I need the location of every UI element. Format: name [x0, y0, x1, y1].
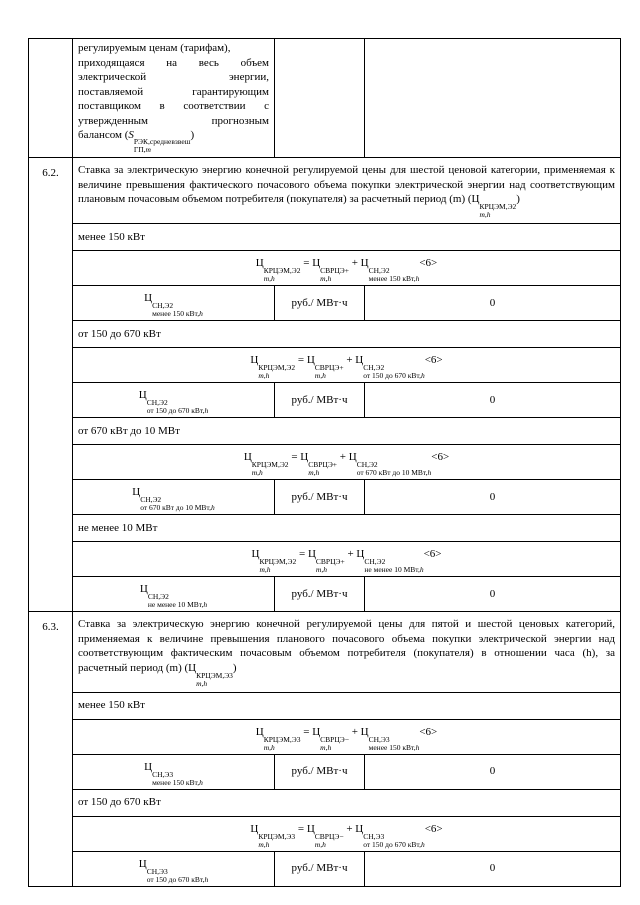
- band-label: [73, 224, 621, 251]
- band-label: [73, 789, 621, 816]
- s-symbol: [128, 128, 190, 154]
- markup-symbol: [144, 760, 203, 787]
- markup-symbol-indices: [152, 771, 203, 787]
- formula-base-sub-index: m,h: [308, 468, 320, 477]
- formula-base-indices: [320, 267, 349, 283]
- formula-base-indices: [315, 833, 344, 849]
- formula-markup-sub-index: h: [415, 742, 420, 752]
- formula-row: [29, 719, 621, 754]
- formula-markup: [361, 256, 420, 283]
- value-row: [29, 851, 621, 886]
- formula-markup-indices: [363, 364, 424, 380]
- plus-sign: +: [339, 451, 346, 463]
- value-text: 0: [489, 393, 496, 406]
- formula-row: [29, 445, 621, 480]
- formula-base-sub: [320, 744, 349, 752]
- markup-symbol-sup: СН,Э2: [140, 495, 162, 504]
- value-row: [29, 480, 621, 515]
- formula-base-sup: СВРЦЭ−: [320, 734, 349, 744]
- formula-markup-sub: [364, 566, 423, 574]
- band-label-text: от 150 до 670 кВт: [78, 327, 161, 340]
- formula-markup-letter: Ц: [360, 725, 369, 738]
- formula-markup-sub: [357, 469, 432, 477]
- formula-lhs: [250, 353, 295, 380]
- equals-sign: =: [297, 822, 305, 835]
- formula-base-sup: СВРЦЭ+: [320, 266, 349, 275]
- line-5: поставщиком в соответствии с: [78, 100, 269, 112]
- formula-base-indices: [316, 558, 345, 574]
- formula-lhs-sub: [259, 566, 296, 574]
- formula-row: [29, 542, 621, 577]
- footnote-ref: <6>: [419, 725, 438, 738]
- formula-markup: [355, 822, 424, 849]
- formula-lhs-sub-index: m,h: [263, 742, 275, 752]
- formula-lhs-letter: Ц: [243, 451, 252, 463]
- formula-lhs-sup: КРЦЭМ,Э2: [251, 460, 289, 469]
- formula-lhs-sub-index: m,h: [259, 565, 271, 574]
- formula-base-sub: [315, 841, 344, 849]
- section-number-text: 6.3.: [42, 621, 59, 633]
- markup-symbol-sub-text: от 670 кВт до 10 МВт,: [140, 503, 211, 512]
- formula-base: [307, 353, 344, 380]
- unit-text: руб./ МВт·ч: [291, 862, 348, 875]
- formula-markup-sup: СН,Э2: [363, 363, 385, 372]
- formula-base-indices: [308, 461, 337, 477]
- markup-symbol-indices: [140, 496, 215, 512]
- header-price-symbol-sub-index: m,h: [196, 678, 208, 688]
- formula-lhs-letter: Ц: [255, 725, 264, 738]
- formula-lhs-indices: [252, 461, 289, 477]
- unit-text: руб./ МВт·ч: [291, 490, 348, 503]
- unit-text: руб./ МВт·ч: [291, 296, 348, 309]
- formula-markup-indices: [364, 558, 423, 574]
- line-2: приходящаяся на весь объем: [78, 56, 269, 69]
- formula-base-letter: Ц: [300, 451, 309, 463]
- markup-symbol: [144, 291, 203, 318]
- plus-sign: +: [346, 822, 353, 835]
- band-label-text: менее 150 кВт: [78, 230, 145, 243]
- formula-lhs: [244, 450, 289, 477]
- header-price-symbol-sub-index: m,h: [479, 210, 491, 219]
- band-label-text: менее 150 кВт: [78, 699, 145, 712]
- header-price-symbol-sub: [480, 211, 517, 219]
- markup-symbol-indices: [152, 302, 203, 318]
- formula-base-sub-index: m,h: [320, 274, 332, 283]
- formula-lhs: [256, 725, 301, 752]
- continuation-text-cell: [73, 39, 275, 158]
- formula: [73, 348, 621, 383]
- formula-base-indices: [315, 364, 344, 380]
- formula-lhs-indices: [264, 267, 301, 283]
- s-sub-m: m: [145, 145, 151, 154]
- formula-lhs-letter: Ц: [250, 822, 259, 835]
- value-cell: [365, 851, 621, 886]
- unit-cell: [275, 286, 365, 321]
- header-price-symbol-sub: [196, 680, 233, 688]
- formula-base-sub-index: m,h: [314, 371, 326, 380]
- section-number-text: 6.2.: [42, 167, 59, 179]
- formula-base-sup: СВРЦЭ+: [314, 363, 344, 372]
- markup-symbol-sub-index: h: [203, 600, 208, 609]
- formula-markup-sub-text: менее 150 кВт,: [368, 742, 416, 752]
- header-price-symbol: [472, 192, 517, 219]
- value-cell: [365, 286, 621, 321]
- formula-markup: [349, 450, 432, 477]
- formula-markup-sub-text: от 150 до 670 кВт,: [363, 371, 421, 380]
- line-3: электрической энергии,: [78, 71, 269, 83]
- formula: [73, 719, 621, 754]
- formula-base: [308, 547, 345, 574]
- value-cell: [365, 577, 621, 612]
- unit-text: руб./ МВт·ч: [291, 765, 348, 778]
- formula-lhs-sub-index: m,h: [251, 468, 263, 477]
- num-cell: [29, 39, 73, 158]
- section-header: [73, 612, 621, 693]
- unit-cell: [275, 577, 365, 612]
- markup-symbol-indices: [147, 868, 208, 884]
- unit-cell: [275, 383, 365, 418]
- markup-symbol: [139, 388, 208, 415]
- band-label-row: [29, 515, 621, 542]
- formula-lhs-indices: [264, 736, 301, 752]
- formula-row: [29, 816, 621, 851]
- markup-symbol: [140, 582, 207, 609]
- continuation-row: [29, 39, 621, 158]
- markup-symbol: [132, 485, 215, 512]
- markup-symbol-sub: [152, 310, 203, 318]
- unit-cell: [275, 754, 365, 789]
- formula-lhs-sub: [258, 841, 295, 849]
- band-label: [73, 418, 621, 445]
- equals-sign: =: [303, 257, 310, 269]
- formula: [73, 445, 621, 480]
- unit-cell: [275, 480, 365, 515]
- markup-symbol-letter: Ц: [138, 857, 147, 870]
- formula-markup-sub-text: от 150 до 670 кВт,: [363, 839, 421, 849]
- markup-symbol-letter: Ц: [144, 292, 153, 304]
- markup-symbol-sub: [152, 779, 203, 787]
- markup-symbol-cell: [73, 754, 275, 789]
- formula-base-sub-index: m,h: [320, 742, 332, 752]
- formula-markup-indices: [357, 461, 432, 477]
- footnote-ref: <6>: [424, 822, 443, 835]
- formula-base-letter: Ц: [306, 822, 315, 835]
- section-header-suffix: ): [516, 193, 520, 205]
- formula-markup-sub: [369, 275, 420, 283]
- equals-sign: =: [298, 548, 306, 560]
- line-6: утвержденным прогнозным: [78, 114, 269, 127]
- value-row: [29, 286, 621, 321]
- header-price-symbol-letter: Ц: [188, 661, 197, 674]
- formula-lhs: [251, 547, 296, 574]
- line-4: поставляемой гарантирующим: [78, 85, 269, 98]
- formula-lhs-sub-index: m,h: [263, 274, 275, 283]
- formula: [73, 816, 621, 851]
- markup-symbol-letter: Ц: [144, 760, 153, 773]
- formula: [73, 251, 621, 286]
- markup-symbol-letter: Ц: [132, 486, 141, 498]
- formula-markup-sub-index: h: [415, 274, 420, 283]
- value-row: [29, 754, 621, 789]
- formula-lhs-indices: [258, 833, 295, 849]
- footnote-ref: <6>: [424, 354, 443, 366]
- formula-base-sub-index: m,h: [314, 839, 326, 849]
- formula-base-indices: [320, 736, 349, 752]
- markup-symbol-sub: [147, 876, 208, 884]
- formula-lhs-sup: КРЦЭМ,Э3: [263, 734, 301, 744]
- markup-symbol-sub-text: не менее 10 МВт,: [147, 600, 204, 609]
- formula-lhs-letter: Ц: [250, 354, 259, 366]
- value-cell: [365, 480, 621, 515]
- value-text: 0: [489, 296, 496, 309]
- markup-symbol-sup: СН,Э2: [146, 398, 168, 407]
- empty-cell: [275, 39, 365, 158]
- markup-symbol-sub-index: h: [211, 503, 215, 512]
- formula-base-sub: [320, 275, 349, 283]
- band-label-row: [29, 321, 621, 348]
- formula-markup-indices: [369, 267, 420, 283]
- header-price-symbol: [188, 661, 233, 688]
- formula: [73, 542, 621, 577]
- markup-symbol-indices: [148, 593, 207, 609]
- markup-symbol-sup: СН,Э2: [147, 592, 169, 601]
- markup-symbol-sup: СН,Э3: [152, 769, 174, 779]
- plus-sign: +: [347, 548, 354, 560]
- formula-lhs-sup: КРЦЭМ,Э2: [263, 266, 301, 275]
- plus-sign: +: [351, 725, 358, 738]
- formula-markup-sub-index: h: [427, 468, 432, 477]
- s63-header-row: [29, 612, 621, 693]
- value-text: 0: [489, 490, 496, 503]
- unit-text: руб./ МВт·ч: [291, 587, 348, 600]
- footnote-ref: <6>: [423, 548, 442, 560]
- markup-symbol-sub: [148, 601, 207, 609]
- s-sub: [134, 146, 191, 154]
- formula-markup: [356, 547, 423, 574]
- value-text: 0: [489, 587, 496, 600]
- s-sub-a: ГП,: [133, 145, 146, 154]
- formula-base: [300, 450, 337, 477]
- markup-symbol-sub-index: h: [199, 309, 203, 318]
- line-7: [78, 128, 269, 154]
- markup-symbol-sub-index: h: [199, 777, 203, 787]
- formula-lhs-indices: [259, 558, 296, 574]
- unit-cell: [275, 851, 365, 886]
- band-label-row: [29, 418, 621, 445]
- section-number: [29, 158, 73, 612]
- value-row: [29, 383, 621, 418]
- formula-markup-sub: [363, 372, 424, 380]
- last-suffix: ): [190, 129, 195, 141]
- markup-symbol-sup: СН,Э2: [152, 301, 174, 310]
- formula-lhs-sup: КРЦЭМ,Э2: [259, 557, 297, 566]
- band-label: [73, 692, 621, 719]
- formula-markup-letter: Ц: [348, 451, 357, 463]
- formula-markup-sup: СН,Э3: [363, 831, 385, 841]
- plus-sign: +: [346, 354, 353, 366]
- tariff-table: [28, 38, 621, 887]
- band-label-text: от 670 кВт до 10 МВт: [78, 424, 180, 437]
- markup-symbol-sub: [147, 407, 208, 415]
- formula-base-sub: [308, 469, 337, 477]
- footnote-ref: <6>: [419, 257, 438, 269]
- formula-lhs-sub-index: m,h: [258, 371, 270, 380]
- formula-markup-sub-text: не менее 10 МВт,: [364, 565, 420, 574]
- band-label-row: [29, 789, 621, 816]
- formula-base-letter: Ц: [312, 257, 321, 269]
- markup-symbol-letter: Ц: [138, 389, 147, 401]
- header-price-symbol-letter: Ц: [471, 193, 480, 205]
- markup-symbol-cell: [73, 480, 275, 515]
- markup-symbol-sub-index: h: [204, 406, 209, 415]
- last-prefix: балансом (: [78, 129, 129, 141]
- formula-markup-sub-text: менее 150 кВт,: [368, 274, 416, 283]
- formula-lhs-letter: Ц: [255, 257, 264, 269]
- markup-symbol-sub-text: менее 150 кВт,: [152, 309, 200, 318]
- section-header-suffix: ): [232, 661, 237, 674]
- formula-base: [312, 725, 349, 752]
- value-cell: [365, 383, 621, 418]
- value-text: 0: [489, 765, 496, 778]
- formula-base-letter: Ц: [306, 354, 315, 366]
- formula-lhs-sub: [252, 469, 289, 477]
- section-number: [29, 612, 73, 887]
- formula-base-sub-index: m,h: [315, 565, 327, 574]
- band-label-text: не менее 10 МВт: [78, 521, 158, 534]
- formula-lhs-sup: КРЦЭМ,Э3: [258, 831, 296, 841]
- formula-markup-sub: [369, 744, 420, 752]
- markup-symbol-sub-text: от 150 до 670 кВт,: [146, 406, 205, 415]
- section-header-text: Ставка за электрическую энергию конечной регулируемой цены для шестой ценовой категории, применяемая к величине превышения фактического почасового объема покупки электрической энергии над соответствующим плановым почасовым объемом потребителя (покупателя) за расчетный период (m) (: [78, 164, 615, 205]
- formula-base-sup: СВРЦЭ+: [315, 557, 345, 566]
- markup-symbol-cell: [73, 286, 275, 321]
- formula-markup: [355, 353, 424, 380]
- formula-lhs-sub: [258, 372, 295, 380]
- markup-symbol-cell: [73, 577, 275, 612]
- formula-lhs-letter: Ц: [251, 548, 260, 560]
- equals-sign: =: [291, 451, 298, 463]
- line-1: регулируемым ценам (тарифам),: [78, 42, 231, 54]
- formula-lhs: [250, 822, 295, 849]
- formula-markup-indices: [369, 736, 420, 752]
- formula-row: [29, 348, 621, 383]
- formula-lhs-sub: [264, 744, 301, 752]
- markup-symbol-cell: [73, 383, 275, 418]
- empty-cell: [365, 39, 621, 158]
- value-row: [29, 577, 621, 612]
- formula-lhs-sub: [264, 275, 301, 283]
- value-cell: [365, 754, 621, 789]
- formula-markup-sup: СН,Э2: [364, 557, 386, 566]
- s62-header-row: [29, 158, 621, 224]
- formula-markup-indices: [363, 833, 424, 849]
- markup-symbol-sub-text: менее 150 кВт,: [152, 777, 200, 787]
- formula-markup-letter: Ц: [356, 548, 365, 560]
- unit-text: руб./ МВт·ч: [291, 393, 348, 406]
- formula-base-letter: Ц: [312, 725, 321, 738]
- formula-markup-letter: Ц: [355, 822, 364, 835]
- section-header: [73, 158, 621, 224]
- equals-sign: =: [297, 354, 305, 366]
- header-price-symbol-indices: [480, 203, 517, 219]
- formula-base: [312, 256, 349, 283]
- formula-markup-letter: Ц: [360, 257, 369, 269]
- band-label-row: [29, 692, 621, 719]
- band-label-text: от 150 до 670 кВт: [78, 796, 161, 809]
- band-label: [73, 321, 621, 348]
- markup-symbol-sub-text: от 150 до 670 кВт,: [146, 874, 205, 884]
- footnote-ref: <6>: [431, 451, 450, 463]
- header-price-symbol-sup: КРЦЭМ,Э3: [196, 670, 233, 680]
- formula-markup-sub-index: h: [419, 565, 424, 574]
- band-label-row: [29, 224, 621, 251]
- formula-lhs-indices: [258, 364, 295, 380]
- formula-base-sup: СВРЦЭ−: [314, 831, 344, 841]
- markup-symbol-sub-index: h: [204, 874, 209, 884]
- markup-symbol-indices: [147, 399, 208, 415]
- value-text: 0: [489, 862, 496, 875]
- formula-lhs: [256, 256, 301, 283]
- formula-markup-sub-index: h: [420, 839, 425, 849]
- formula-base-letter: Ц: [307, 548, 316, 560]
- formula-markup-sup: СН,Э2: [368, 266, 390, 275]
- formula-base-sub: [315, 372, 344, 380]
- formula-lhs-sup: КРЦЭМ,Э2: [258, 363, 296, 372]
- formula-base-sub: [316, 566, 345, 574]
- formula-lhs-sub-index: m,h: [258, 839, 270, 849]
- formula-markup-sup: СН,Э3: [368, 734, 390, 744]
- formula-markup-sub-text: от 670 кВт до 10 МВт,: [356, 468, 428, 477]
- s-main: S: [128, 129, 134, 141]
- markup-symbol-letter: Ц: [139, 583, 148, 595]
- formula-base-sup: СВРЦЭ+: [308, 460, 338, 469]
- markup-symbol-sup: СН,Э3: [146, 866, 168, 876]
- band-label: [73, 515, 621, 542]
- formula-row: [29, 251, 621, 286]
- formula-markup-sup: СН,Э2: [356, 460, 378, 469]
- markup-symbol-cell: [73, 851, 275, 886]
- header-price-symbol-sup: КРЦЭМ,Э2: [479, 202, 517, 211]
- formula-markup: [361, 725, 420, 752]
- equals-sign: =: [303, 725, 310, 738]
- markup-symbol-sub: [140, 504, 215, 512]
- formula-markup-letter: Ц: [355, 354, 364, 366]
- section-header-text: Ставка за электрическую энергию конечной регулируемой цены для пятой и шестой ценовых категорий, применяемая к величине превышения планового почасового объема покупки электрической энергии над соответствующим фактическим почасовым объемом потребителя (покупателя) в отношении часа (h), за расчетный период (m) (: [78, 618, 615, 674]
- formula-markup-sub-index: h: [420, 371, 425, 380]
- header-price-symbol-indices: [196, 672, 233, 688]
- formula-markup-sub: [363, 841, 424, 849]
- markup-symbol: [139, 857, 208, 884]
- plus-sign: +: [351, 257, 358, 269]
- s-sup: РЭК,средневзвеш: [133, 137, 191, 146]
- formula-base: [307, 822, 344, 849]
